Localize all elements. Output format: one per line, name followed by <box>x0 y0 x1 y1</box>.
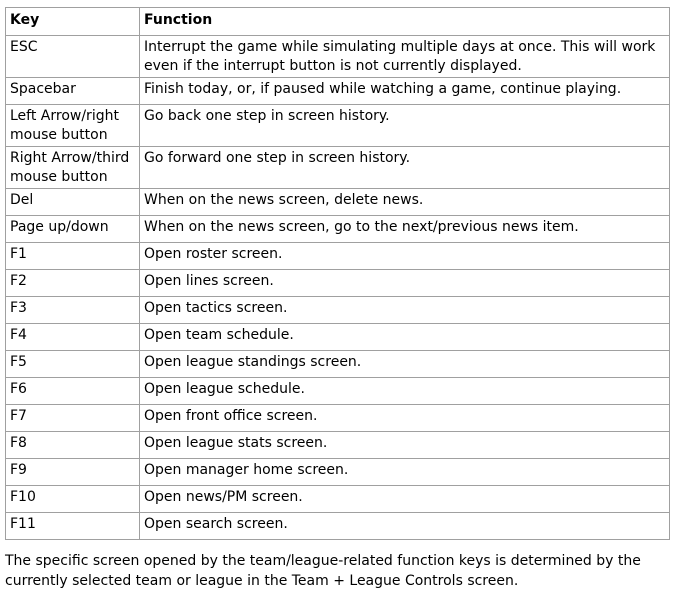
table-row <box>6 297 670 324</box>
help-page <box>5 7 669 605</box>
key-cell: Left Arrow/right mouse button <box>6 105 140 147</box>
key-cell: F8 <box>6 432 140 459</box>
key-cell: F7 <box>6 405 140 432</box>
key-cell: ESC <box>6 36 140 78</box>
key-cell: F2 <box>6 270 140 297</box>
table-row <box>6 432 670 459</box>
function-cell: Open league schedule. <box>140 378 670 405</box>
table-row <box>6 513 670 540</box>
key-cell: F3 <box>6 297 140 324</box>
table-row <box>6 147 670 189</box>
table-row <box>6 324 670 351</box>
table-row <box>6 36 670 78</box>
key-cell: F4 <box>6 324 140 351</box>
function-cell: Open roster screen. <box>140 243 670 270</box>
key-cell: Del <box>6 189 140 216</box>
function-cell: When on the news screen, delete news. <box>140 189 670 216</box>
key-cell: F5 <box>6 351 140 378</box>
function-cell: Open lines screen. <box>140 270 670 297</box>
function-cell: Finish today, or, if paused while watching a game, continue playing. <box>140 78 670 105</box>
function-cell: Open front office screen. <box>140 405 670 432</box>
key-column-header: Key <box>6 8 140 36</box>
key-cell: Right Arrow/third mouse button <box>6 147 140 189</box>
key-cell: F6 <box>6 378 140 405</box>
table-header-row <box>6 8 670 36</box>
key-cell: F10 <box>6 486 140 513</box>
footnote-text: The specific screen opened by the team/league-related function keys is determined by the currently selected team or league in the Team + League Controls screen. <box>5 553 641 589</box>
function-cell: Open league stats screen. <box>140 432 670 459</box>
table-row <box>6 459 670 486</box>
function-cell: Interrupt the game while simulating multiple days at once. This will work even if the interrupt button is not currently displayed. <box>140 36 670 78</box>
table-row <box>6 351 670 378</box>
table-row <box>6 189 670 216</box>
function-cell: Go back one step in screen history. <box>140 105 670 147</box>
table-row <box>6 405 670 432</box>
function-cell: Open news/PM screen. <box>140 486 670 513</box>
key-cell: F9 <box>6 459 140 486</box>
table-row <box>6 270 670 297</box>
table-row <box>6 216 670 243</box>
function-cell: Open manager home screen. <box>140 459 670 486</box>
function-cell: Open search screen. <box>140 513 670 540</box>
keyboard-shortcuts-table <box>5 7 670 540</box>
key-cell: F11 <box>6 513 140 540</box>
key-cell: F1 <box>6 243 140 270</box>
table-row <box>6 78 670 105</box>
function-column-header: Function <box>140 8 670 36</box>
table-row <box>6 105 670 147</box>
function-cell: Open team schedule. <box>140 324 670 351</box>
key-cell: Page up/down <box>6 216 140 243</box>
table-row <box>6 378 670 405</box>
key-cell: Spacebar <box>6 78 140 105</box>
table-row <box>6 243 670 270</box>
function-cell: Go forward one step in screen history. <box>140 147 670 189</box>
function-cell: When on the news screen, go to the next/previous news item. <box>140 216 670 243</box>
table-row <box>6 486 670 513</box>
function-cell: Open league standings screen. <box>140 351 670 378</box>
function-cell: Open tactics screen. <box>140 297 670 324</box>
